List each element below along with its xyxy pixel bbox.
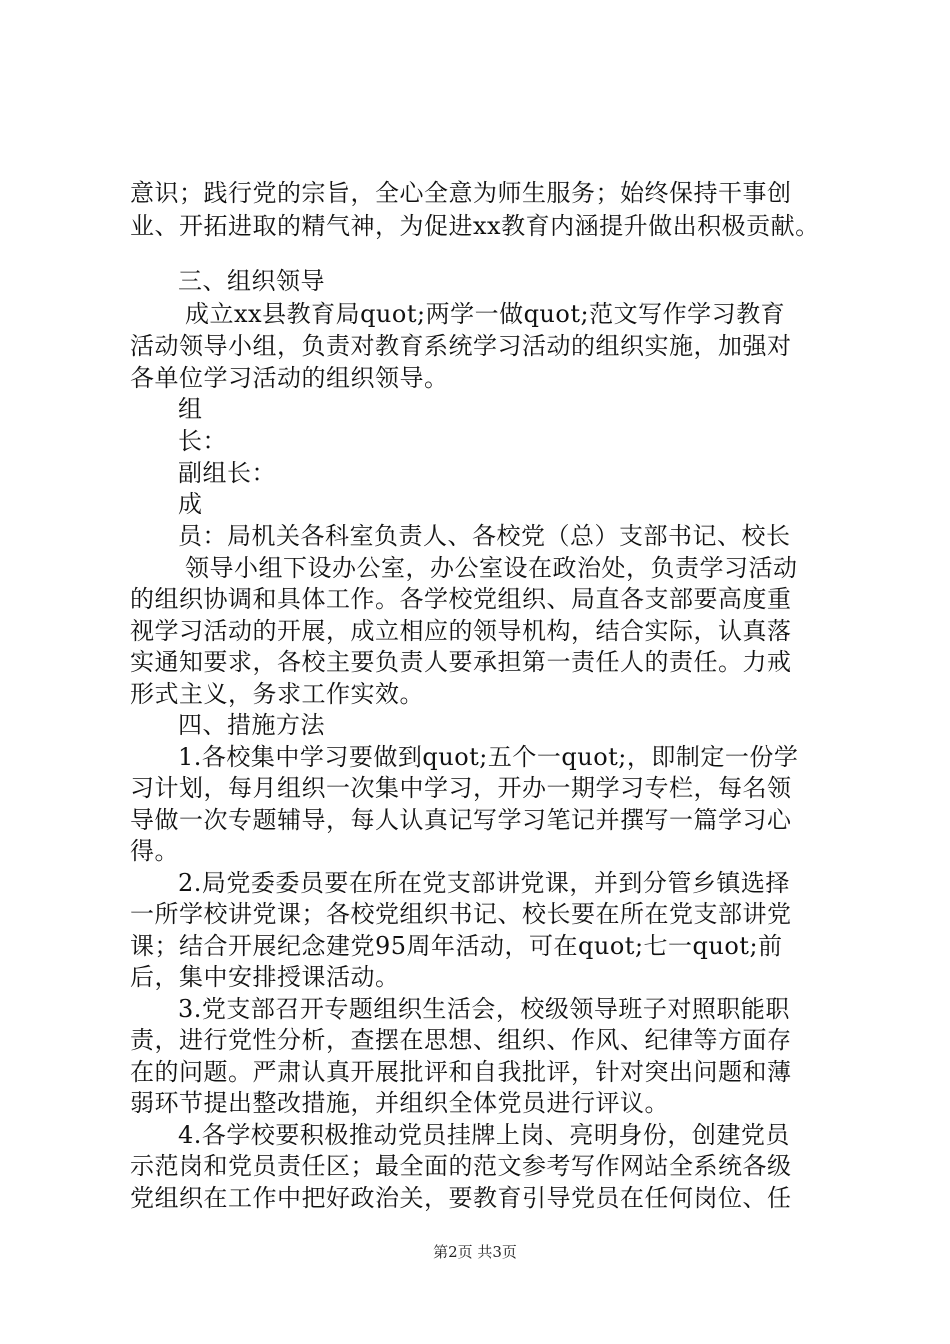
group-leader-label: 组 [178,395,203,423]
paragraph-line: 实通知要求，各校主要负责人要承担第一责任人的责任。力戒 [130,648,792,676]
paragraph-line: 1.各校集中学习要做到quot;五个一quot;，即制定一份学 [178,743,799,771]
paragraph-line: 意识；践行党的宗旨，全心全意为师生服务；始终保持干事创 [130,179,792,207]
section-heading: 三、组织领导 [178,267,325,295]
paragraph-line: 得。 [130,837,179,865]
paragraph-line: 形式主义，务求工作实效。 [130,680,424,708]
paragraph-line: 习计划，每月组织一次集中学习，开办一期学习专栏，每名领 [130,774,792,802]
paragraph-line: 领导小组下设办公室，办公室设在政治处，负责学习活动 [185,554,798,582]
paragraph-line: 责，进行党性分析，查摆在思想、组织、作风、纪律等方面存 [130,1026,792,1054]
members-label: 成 [178,490,203,518]
paragraph-line: 活动领导小组，负责对教育系统学习活动的组织实施，加强对 [130,332,792,360]
paragraph-line: 后，集中安排授课活动。 [130,963,400,991]
paragraph-line: 弱环节提出整改措施，并组织全体党员进行评议。 [130,1089,669,1117]
paragraph-line: 2.局党委委员要在所在党支部讲党课，并到分管乡镇选择 [178,869,790,897]
paragraph-line: 导做一次专题辅导，每人认真记写学习笔记并撰写一篇学习心 [130,806,792,834]
paragraph-line: 3.党支部召开专题组织生活会，校级领导班子对照职能职 [178,995,790,1023]
deputy-leader-label: 副组长： [178,459,276,487]
paragraph-line: 一所学校讲党课；各校党组织书记、校长要在所在党支部讲党 [130,900,792,928]
members-line: 员：局机关各科室负责人、各校党（总）支部书记、校长 [178,522,791,550]
paragraph-line: 成立xx县教育局quot;两学一做quot;范文写作学习教育 [185,300,786,328]
paragraph-line: 在的问题。严肃认真开展批评和自我批评，针对突出问题和薄 [130,1058,792,1086]
paragraph-line: 的组织协调和具体工作。各学校党组织、局直各支部要高度重 [130,585,792,613]
paragraph-line: 党组织在工作中把好政治关，要教育引导党员在任何岗位、任 [130,1184,792,1212]
paragraph-line: 示范岗和党员责任区；最全面的范文参考写作网站全系统各级 [130,1152,792,1180]
paragraph-line: 业、开拓进取的精气神，为促进xx教育内涵提升做出积极贡献。 [130,212,820,240]
paragraph-line: 视学习活动的开展，成立相应的领导机构，结合实际，认真落 [130,617,792,645]
paragraph-line: 4.各学校要积极推动党员挂牌上岗、亮明身份，创建党员 [178,1121,790,1149]
page-number-footer: 第2页 共3页 [433,1243,517,1261]
group-leader-label: 长： [178,427,227,455]
paragraph-line: 各单位学习活动的组织领导。 [130,364,449,392]
paragraph-line: 课；结合开展纪念建党95周年活动，可在quot;七一quot;前 [130,932,783,960]
section-heading: 四、措施方法 [178,711,325,739]
